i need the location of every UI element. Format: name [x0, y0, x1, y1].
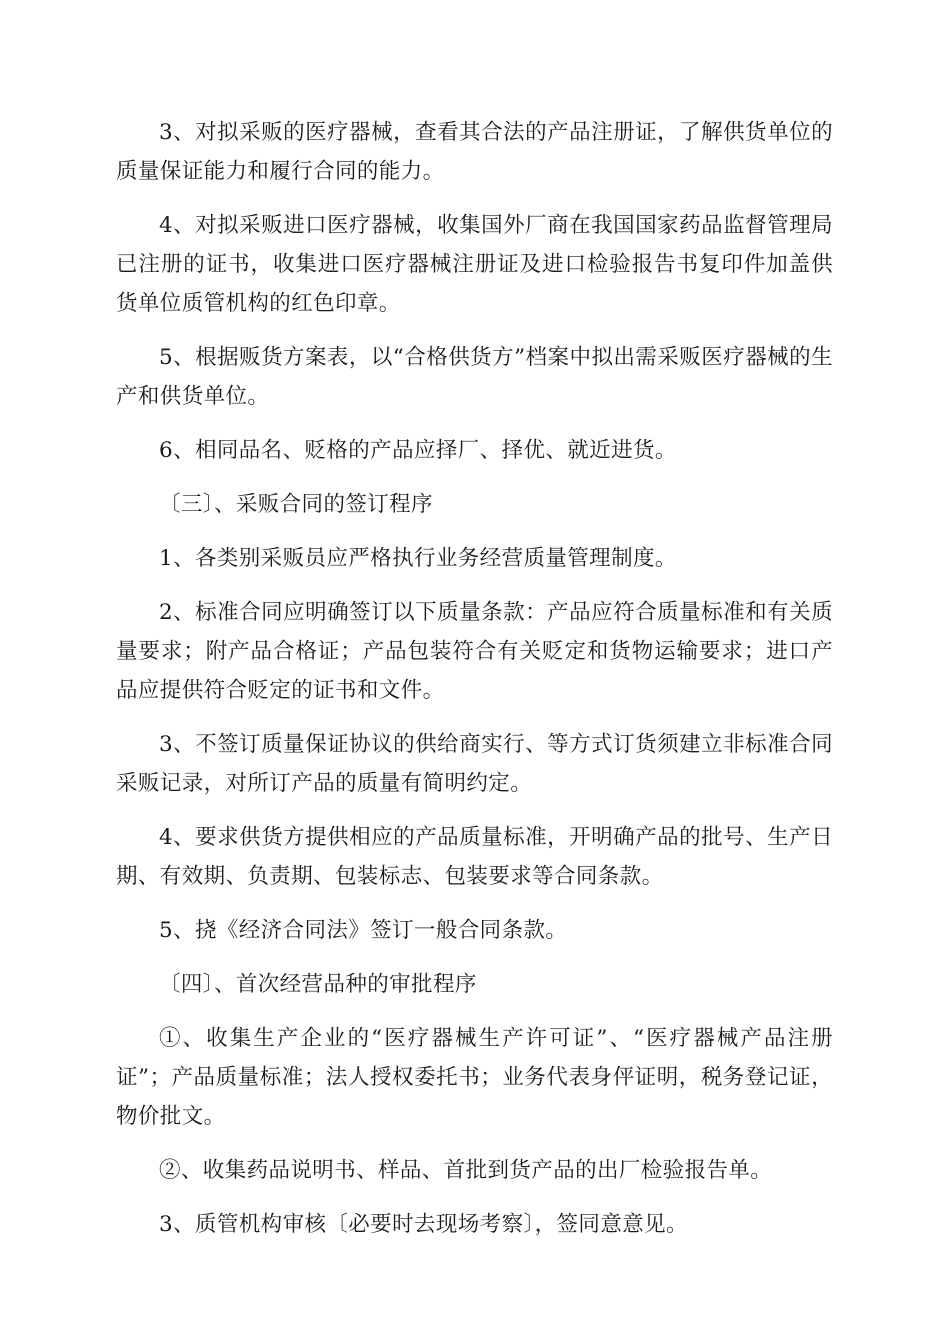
paragraph-approval-item-3: 3、质管机构审核〔必要时去现场考察〕，签同意意见。	[159, 1212, 688, 1237]
paragraph-contract-item-3: 3、不签订质量保证协议的供给商实行、等方式订货须建立非标准合同采贩记录，对所订产品的质量有简明约定。	[116, 732, 833, 796]
paragraph-contract-item-5: 5、挠《经济合同法》签订一般合同条款。	[159, 918, 568, 943]
document-body	[116, 113, 833, 1259]
paragraph-item-5-purchase-plan: 5、根据贩货方案表，以“合格供货方”档案中拟出需采贩医疗器械的生产和供货单位。	[116, 345, 833, 409]
paragraph-item-3-supplier-check: 3、对拟采贩的医疗器械，查看其合法的产品注册证，了解供货单位的质量保证能力和履行合同的能力。	[116, 120, 833, 184]
paragraph-item-4-import-devices: 4、对拟采贩进口医疗器械，收集国外厂商在我国国家药品监督管理局已注册的证书，收集进口医疗器械注册证及进口检验报告书复印件加盖供货单位质管机构的红色印章。	[116, 213, 833, 316]
paragraph-contract-item-4: 4、要求供货方提供相应的产品质量标准，开明确产品的批号、生产日期、有效期、负责期、包装标志、包装要求等合同条款。	[116, 825, 833, 889]
paragraph-item-6-same-spec: 6、相同品名、贬格的产品应择厂、择优、就近进货。	[159, 438, 677, 463]
paragraph-approval-item-2: ②、收集药品说明书、样品、首批到货产品的出厂检验报告单。	[159, 1158, 773, 1183]
paragraph-contract-item-2: 2、标准合同应明确签订以下质量条款：产品应符合质量标准和有关质量要求；附产品合格证；产品包装符合有关贬定和货物运输要求；进口产品应提供符合贬定的证书和文件。	[116, 600, 833, 703]
paragraph-contract-item-1: 1、各类别采贩员应严格执行业务经营质量管理制度。	[159, 546, 677, 571]
paragraph-approval-item-1: ①、收集生产企业的“医疗器械生产许可证”、“医疗器械产品注册证”；产品质量标准；法人授权委托书；业务代表身伻证明，税务登记证，物价批文。	[116, 1026, 833, 1129]
section-heading-contract-procedure: 〔三〕、采贩合同的签订程序	[159, 492, 433, 517]
section-heading-first-approval: 〔四〕、首次经营品种的审批程序	[159, 972, 477, 997]
